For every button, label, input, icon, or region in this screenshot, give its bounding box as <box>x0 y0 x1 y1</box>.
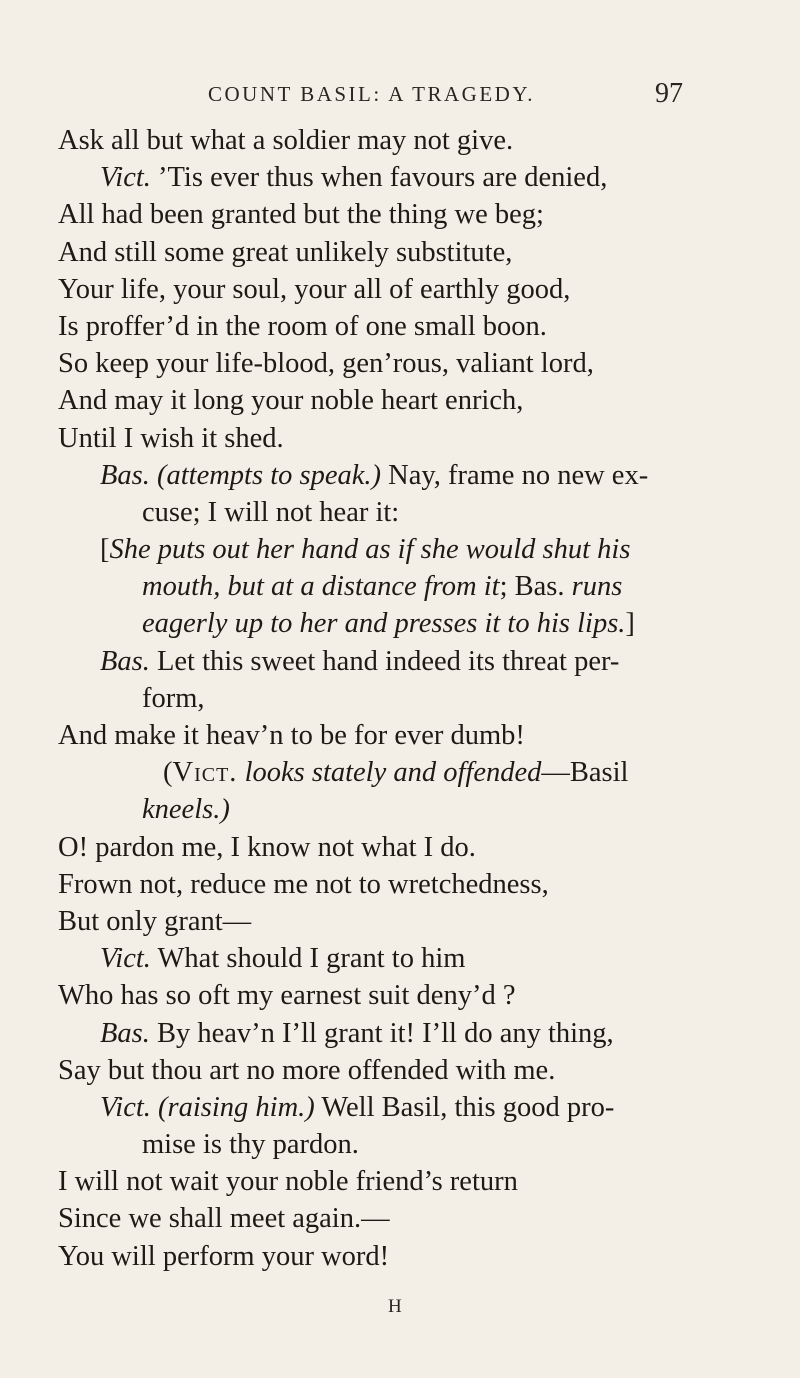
text-span: ] <box>625 608 635 640</box>
text-line <box>58 1089 758 1126</box>
text-line <box>58 829 758 866</box>
italic-text: runs <box>571 571 623 603</box>
text-line <box>58 791 758 828</box>
text-line <box>58 1238 758 1275</box>
text-span: ; Bas. <box>499 571 572 603</box>
italic-text: (raising him.) <box>158 1091 315 1123</box>
play-text <box>58 122 758 1275</box>
text-span: Frown not, reduce me not to wretchedness, <box>58 868 549 900</box>
text-line <box>58 605 758 642</box>
text-span: You will perform your word! <box>58 1240 390 1272</box>
text-span: ’Tis ever thus when favours are denied, <box>150 162 608 194</box>
text-line <box>58 754 758 791</box>
italic-text: Bas. <box>100 1017 150 1049</box>
text-line <box>58 1200 758 1237</box>
text-span: form, <box>142 682 205 714</box>
text-line <box>58 122 758 159</box>
text-line <box>58 680 758 717</box>
page-number: 97 <box>655 78 683 109</box>
text-line <box>58 271 758 308</box>
text-span: —Basil <box>541 757 629 789</box>
text-line <box>58 382 758 419</box>
text-line <box>58 234 758 271</box>
text-line <box>58 717 758 754</box>
text-span: Is proffer’d in the room of one small boon. <box>58 310 547 342</box>
text-span: What should I grant to him <box>150 943 466 975</box>
italic-text: Bas. <box>100 645 150 677</box>
text-span: O! pardon me, I know not what I do. <box>58 831 476 863</box>
page-header <box>0 78 800 114</box>
text-span: Since we shall meet again.— <box>58 1203 390 1235</box>
text-span: Ask all but what a soldier may not give. <box>58 125 514 156</box>
text-line <box>58 903 758 940</box>
italic-text: She puts out her hand as if she would shut his <box>109 534 631 566</box>
text-line <box>58 940 758 977</box>
text-line <box>58 494 758 531</box>
text-line <box>58 159 758 196</box>
text-span: By heav’n I’ll grant it! I’ll do any thing, <box>149 1017 614 1049</box>
text-line <box>58 531 758 568</box>
text-span: And make it heav’n to be for ever dumb! <box>58 720 525 751</box>
text-span: But only grant— <box>58 905 252 937</box>
text-span: Say but thou art no more offended with me. <box>58 1054 556 1086</box>
text-span: So keep your life-blood, gen’rous, valiant lord, <box>58 348 594 380</box>
text-line <box>58 1126 758 1163</box>
italic-text: Vict. <box>100 162 151 194</box>
italic-text: Vict. <box>100 943 151 975</box>
text-line <box>58 643 758 680</box>
text-line <box>58 345 758 382</box>
text-line <box>58 457 758 494</box>
text-span: Let this sweet hand indeed its threat per- <box>149 645 620 677</box>
text-span: mise is thy pardon. <box>142 1129 359 1161</box>
text-span: cuse; I will not hear it: <box>142 496 400 528</box>
text-span: And may it long your noble heart enrich, <box>58 385 524 417</box>
text-span: Who has so oft my earnest suit deny’d ? <box>58 980 516 1012</box>
text-span: Until I wish it shed. <box>58 422 284 454</box>
text-span <box>237 757 244 788</box>
italic-text: mouth, but at a distance from it <box>142 571 500 603</box>
text-line <box>58 420 758 457</box>
text-span: I will not wait your noble friend’s return <box>58 1166 518 1198</box>
italic-text: Bas. <box>100 459 150 491</box>
text-line <box>58 196 758 233</box>
italic-text: eagerly up to her and presses it to his lips. <box>142 608 626 640</box>
text-span: ( <box>163 757 173 789</box>
italic-text: looks stately and offended <box>244 757 542 789</box>
text-span: Well Basil, this good pro- <box>314 1091 615 1123</box>
italic-text: Vict. <box>100 1091 151 1123</box>
text-line <box>58 1015 758 1052</box>
signature-mark: H <box>388 1296 403 1317</box>
text-span: All had been granted but the thing we beg; <box>58 199 544 231</box>
text-span: [ <box>100 534 110 566</box>
text-line <box>58 568 758 605</box>
italic-text: kneels.) <box>142 794 230 826</box>
speaker-small-caps: Vict. <box>172 757 238 789</box>
text-span <box>150 460 157 491</box>
italic-text: (attempts to speak.) <box>157 459 381 491</box>
text-span <box>151 1092 158 1123</box>
text-span: Your life, your soul, your all of earthly good, <box>58 273 571 305</box>
running-head: COUNT BASIL: A TRAGEDY. <box>208 82 536 106</box>
text-line <box>58 1052 758 1089</box>
text-span: And still some great unlikely substitute, <box>58 236 513 268</box>
text-line <box>58 866 758 903</box>
text-line <box>58 977 758 1014</box>
text-line <box>58 1163 758 1200</box>
text-line <box>58 308 758 345</box>
text-span: Nay, frame no new ex- <box>381 459 649 491</box>
